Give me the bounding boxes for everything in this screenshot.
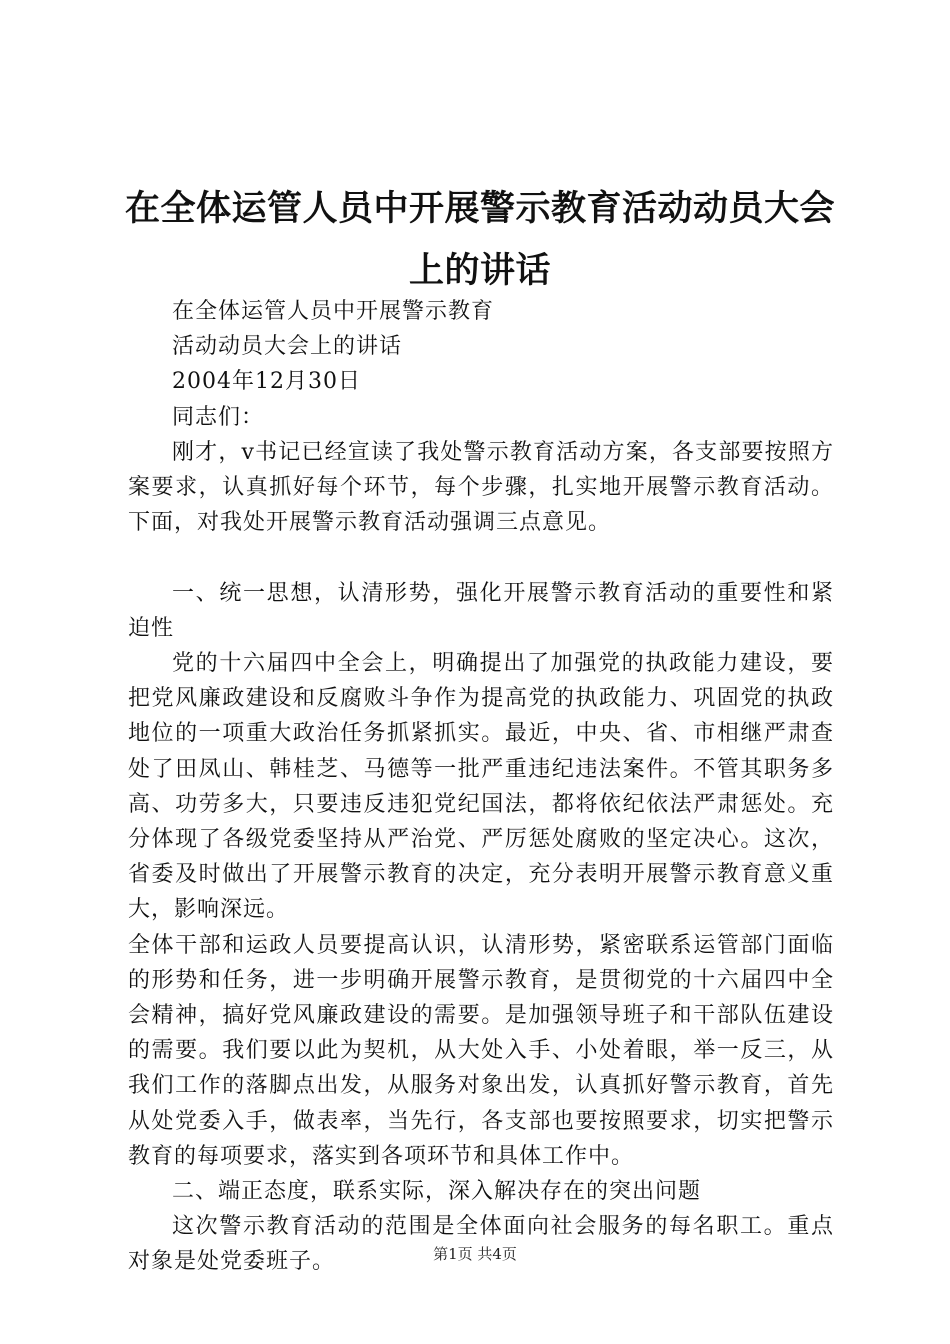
paragraph-section-1b: 全体干部和运政人员要提高认识，认清形势，紧密联系运管部门面临的形势和任务，进一步明确开展警示教育，是贯彻党的十六届四中全会精神，搞好党风廉政建设的需要。是加强领导班子和干部队伍建设的需要。我们要以此为契机，从大处入手、小处着眼，举一反三，从我们工作的落脚点出发，从服务对象出发，认真抓好警示教育，首先从处党委入手，做表率，当先行，各支部也要按照要求，切实把警示教育的每项要求，落实到各项环节和具体工作中。 bbox=[128, 932, 834, 1169]
salutation: 同志们： bbox=[172, 404, 265, 430]
subtitle-line-2: 活动动员大会上的讲话 bbox=[172, 334, 403, 360]
document-body bbox=[128, 294, 834, 1280]
subtitle-line-1: 在全体运管人员中开展警示教育 bbox=[172, 299, 495, 324]
document-title: 在全体运管人员中开展警示教育活动动员大会上的讲话 bbox=[124, 189, 835, 291]
paragraph-intro: 刚才，v书记已经宣读了我处警示教育活动方案，各支部要按照方案要求，认真抓好每个环节，每个步骤，扎实地开展警示教育活动。下面，对我处开展警示教育活动强调三点意见。 bbox=[128, 439, 834, 536]
paragraph-section-1a: 党的十六届四中全会上，明确提出了加强党的执政能力建设，要把党风廉政建设和反腐败斗争作为提高党的执政能力、巩固党的执政地位的一项重大政治任务抓紧抓实。最近，中央、省、市相继严肃查处了田凤山、韩桂芝、马德等一批严重违纪违法案件。不管其职务多高、功劳多大，只要违反违犯党纪国法，都将依纪依法严肃惩处。充分体现了各级党委坚持从严治党、严厉惩处腐败的坚定决心。这次，省委及时做出了开展警示教育的决定，充分表明开展警示教育意义重大，影响深远。 bbox=[128, 651, 834, 923]
page-footer: 第1页 共4页 bbox=[433, 1245, 517, 1263]
section-heading-1: 一、统一思想，认清形势，强化开展警示教育活动的重要性和紧迫性 bbox=[128, 580, 834, 641]
paragraph-section-2: 这次警示教育活动的范围是全体面向社会服务的每名职工。重点对象是处党委班子。 bbox=[128, 1214, 834, 1275]
section-heading-2: 二、端正态度，联系实际，深入解决存在的突出问题 bbox=[172, 1179, 702, 1205]
blank-line bbox=[128, 540, 834, 575]
document-date: 2004年12月30日 bbox=[172, 369, 361, 395]
